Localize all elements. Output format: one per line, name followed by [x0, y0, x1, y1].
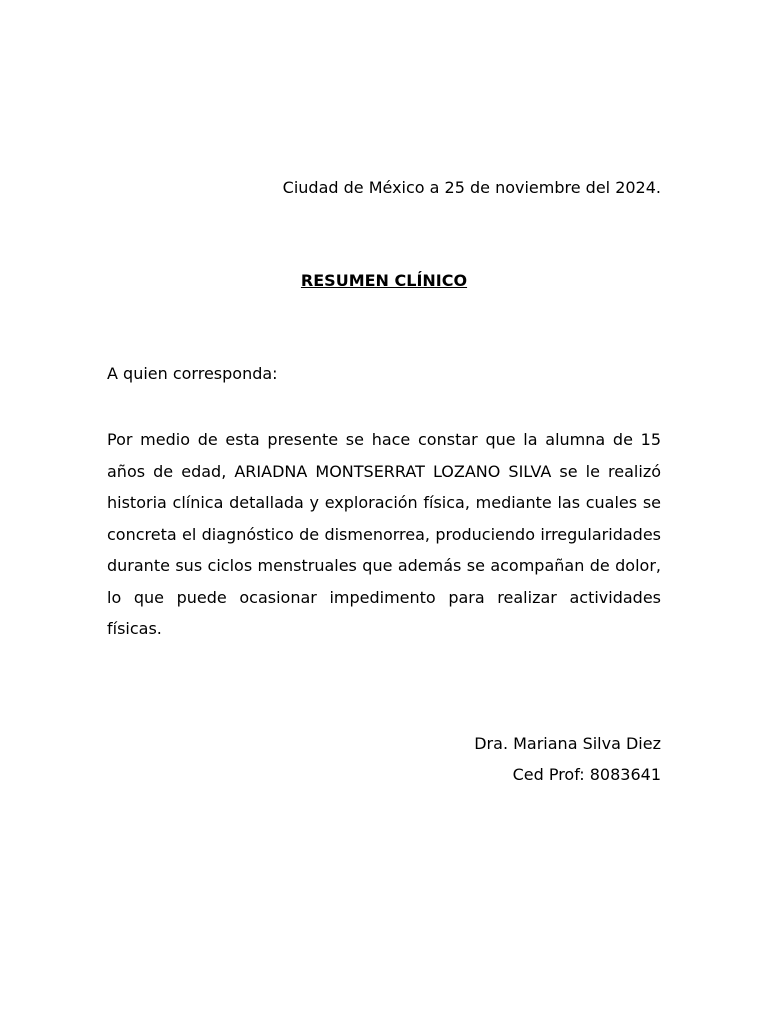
date-line: Ciudad de México a 25 de noviembre del 2024.: [282, 178, 661, 197]
greeting: A quien corresponda:: [107, 364, 278, 383]
signature-name: Dra. Mariana Silva Diez: [474, 734, 661, 753]
document-title: RESUMEN CLÍNICO: [300, 271, 468, 290]
signature-license: Ced Prof: 8083641: [512, 765, 661, 784]
body-paragraph: Por medio de esta presente se hace constar que la alumna de 15 años de edad, ARIADNA MONTSERRAT LOZANO SILVA se le realizó historia clínica detallada y exploración física, mediante las cuales se concreta el diagnóstico de dismenorrea, produciendo irregularidades durante sus ciclos menstruales que además se acompañan de dolor, lo que puede ocasionar impedimento para realizar actividades físicas.: [107, 430, 661, 638]
signature-block: [107, 728, 661, 790]
